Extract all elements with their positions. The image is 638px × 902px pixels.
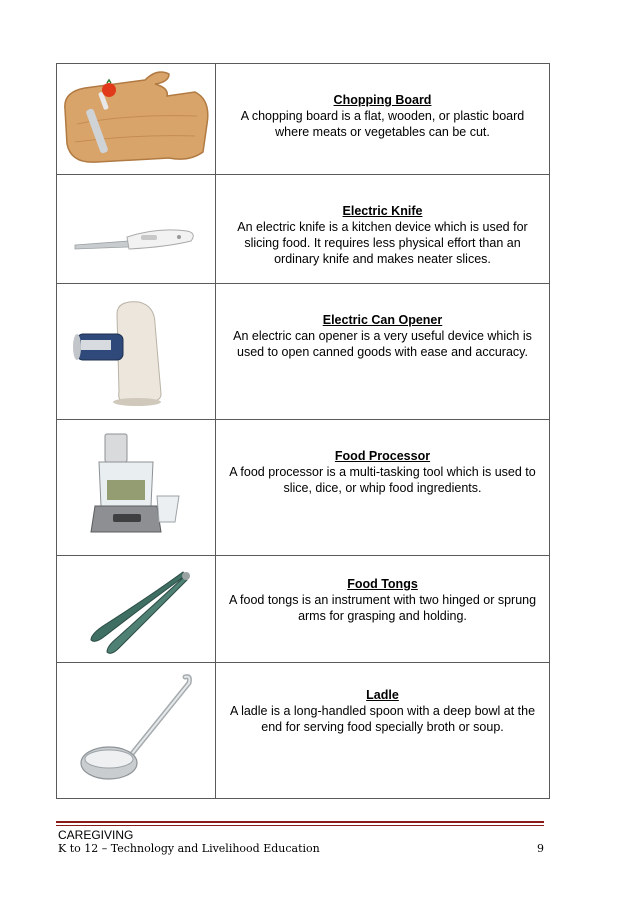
item-description: A food tongs is an instrument with two hinged or sprung arms for grasping and holding. [228, 593, 537, 623]
item-title: Electric Knife [342, 204, 423, 218]
item-title: Ladle [366, 688, 399, 702]
description-cell [216, 64, 550, 175]
item-description: A chopping board is a flat, wooden, or plastic board where meats or vegetables can be cut. [240, 109, 525, 139]
table-row [57, 420, 550, 556]
chopping-board-image [57, 64, 215, 173]
image-cell [57, 556, 216, 663]
image-cell [57, 284, 216, 420]
image-cell [57, 175, 216, 284]
description-cell [216, 663, 550, 799]
food-tongs-image [57, 556, 215, 661]
footer-course: K to 12 – Technology and Livelihood Education [58, 842, 320, 855]
image-cell [57, 420, 216, 556]
food-processor-image [57, 420, 215, 554]
ladle-image [57, 663, 215, 797]
image-cell [57, 64, 216, 175]
table-row [57, 64, 550, 175]
table-row [57, 175, 550, 284]
footer-rule [56, 825, 544, 826]
footer-rule [56, 821, 544, 823]
item-description: A ladle is a long-handled spoon with a deep bowl at the end for serving food specially broth or soup. [229, 704, 536, 734]
tools-table [56, 63, 550, 799]
description-cell [216, 556, 550, 663]
item-description: An electric can opener is a very useful device which is used to open canned goods with ease and accuracy. [233, 329, 532, 359]
table-row [57, 663, 550, 799]
electric-knife-image [57, 175, 215, 282]
page-number: 9 [537, 842, 544, 855]
description-cell [216, 175, 550, 284]
description-cell [216, 420, 550, 556]
item-title: Chopping Board [333, 93, 432, 107]
description-cell [216, 284, 550, 420]
footer-subject: CAREGIVING [58, 828, 134, 842]
item-description: An electric knife is a kitchen device which is used for slicing food. It requires less physical effort than an ordinary knife and makes neater slices. [237, 220, 528, 266]
item-title: Food Tongs [347, 577, 418, 591]
can-opener-image [57, 284, 215, 418]
image-cell [57, 663, 216, 799]
item-title: Food Processor [334, 449, 431, 463]
table-row [57, 556, 550, 663]
item-description: A food processor is a multi-tasking tool which is used to slice, dice, or whip food ingredients. [229, 465, 536, 495]
table-row [57, 284, 550, 420]
item-title: Electric Can Opener [322, 313, 443, 327]
